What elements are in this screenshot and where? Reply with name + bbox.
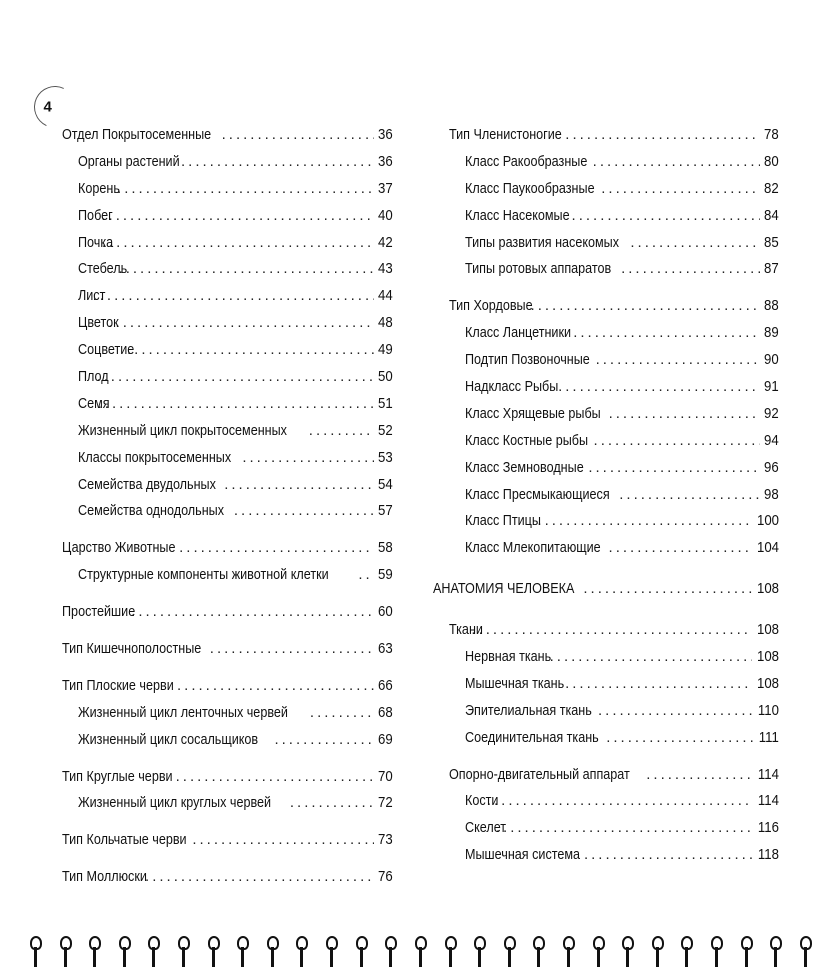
toc-entry-title: Тип Моллюски: [62, 868, 147, 886]
toc-entry-title: Плод: [78, 368, 109, 386]
toc-entry-title: Класс Паукообразные: [465, 179, 595, 197]
toc-entry[interactable]: [62, 539, 393, 566]
toc-entry[interactable]: [449, 180, 779, 207]
toc-entry-title: Соцветие: [78, 341, 135, 359]
toc-entry[interactable]: [449, 539, 779, 566]
toc-entry-title: Класс Земноводные: [465, 458, 584, 476]
spiral-ring-icon: [178, 936, 188, 966]
dot-leader: [496, 819, 753, 836]
dot-leader: [594, 432, 761, 449]
toc-entry-page: 59: [378, 566, 393, 584]
toc-entry-page: 36: [378, 152, 393, 170]
toc-entry[interactable]: [449, 675, 779, 702]
dot-leader: [588, 459, 760, 476]
spiral-ring-icon: [208, 936, 218, 966]
dot-leader: [583, 580, 752, 597]
toc-entry[interactable]: [449, 846, 779, 873]
toc-entry-title: Кости: [465, 792, 499, 810]
toc-left-column: [62, 126, 393, 895]
dot-leader: [192, 831, 374, 848]
toc-entry-title: Классы покрытосеменных: [78, 448, 232, 466]
dot-leader: [598, 702, 753, 719]
toc-entry-page: 36: [378, 126, 393, 143]
dot-leader: [98, 395, 375, 412]
toc-entry-title: Соединительная ткань: [465, 728, 599, 746]
toc-entry-page: 53: [378, 448, 393, 466]
dot-leader: [573, 324, 760, 341]
toc-entry-page: 73: [378, 831, 393, 849]
spiral-ring-icon: [326, 936, 336, 966]
toc-entry-title: Класс Млекопитающие: [465, 539, 601, 557]
toc-entry[interactable]: [62, 640, 393, 667]
dot-leader: [101, 207, 374, 224]
toc-entry[interactable]: [62, 449, 393, 476]
toc-entry-page: 58: [378, 539, 393, 557]
spiral-ring-icon: [770, 936, 780, 966]
toc-entry-page: 114: [757, 765, 779, 783]
dot-leader: [210, 640, 375, 657]
toc-entry[interactable]: [62, 314, 393, 341]
toc-entry[interactable]: [449, 819, 779, 846]
dot-leader: [584, 846, 753, 863]
toc-entry[interactable]: [62, 395, 393, 422]
dot-leader: [558, 378, 760, 395]
toc-entry-page: 72: [378, 794, 393, 812]
dot-leader: [609, 405, 761, 422]
toc-entry-title: Опорно-двигательный аппарат: [449, 765, 630, 783]
dot-leader: [127, 341, 374, 358]
toc-entry[interactable]: [62, 368, 393, 395]
toc-entry-title: Тип Плоские черви: [62, 676, 174, 694]
toc-entry[interactable]: [62, 476, 393, 503]
toc-entry[interactable]: [62, 287, 393, 314]
toc-entry-page: 66: [378, 676, 393, 694]
toc-entry-page: 50: [378, 368, 393, 386]
toc-entry[interactable]: [449, 234, 779, 261]
spiral-ring-icon: [119, 936, 129, 966]
spiral-ring-icon: [415, 936, 425, 966]
toc-entry-page: 89: [764, 324, 779, 342]
dot-leader: [242, 449, 374, 466]
toc-entry-page: 111: [758, 728, 779, 746]
toc-entry-title: Класс Ланцетники: [465, 324, 572, 342]
toc-entry-title: Царство Животные: [62, 539, 176, 557]
dot-leader: [131, 603, 374, 620]
toc-entry-title: Жизненный цикл сосальщиков: [78, 730, 259, 748]
toc-entry-page: 42: [378, 233, 393, 251]
toc-entry-page: 108: [756, 674, 779, 692]
toc-entry[interactable]: [449, 324, 779, 351]
dot-leader: [487, 792, 753, 809]
page-number: 4: [43, 98, 52, 116]
dot-leader: [309, 422, 375, 439]
dot-leader: [531, 297, 761, 314]
dot-leader: [601, 180, 760, 197]
toc-entry[interactable]: [62, 234, 393, 261]
toc-entry-page: 68: [378, 703, 393, 721]
toc-entry[interactable]: [62, 422, 393, 449]
dot-leader: [537, 512, 752, 529]
toc-entry[interactable]: [62, 126, 393, 153]
toc-entry-title: Тип Хордовые: [449, 297, 533, 315]
toc-entry[interactable]: [449, 512, 779, 539]
toc-entry-page: 82: [764, 179, 779, 197]
spiral-ring-icon: [800, 936, 810, 966]
toc-entry-title: Структурные компоненты животной клетки: [78, 566, 329, 584]
toc-entry-title: Ткани: [449, 621, 483, 639]
toc-entry-page: 44: [378, 287, 393, 305]
dot-leader: [224, 476, 374, 493]
toc-entry-title: Побег: [78, 206, 113, 224]
toc-entry-title: АНАТОМИЯ ЧЕЛОВЕКА: [433, 580, 575, 598]
dot-leader: [179, 539, 374, 556]
dot-leader: [606, 729, 754, 746]
toc-entry[interactable]: [449, 378, 779, 405]
dot-leader: [234, 502, 374, 519]
spiral-ring-icon: [445, 936, 455, 966]
dot-leader: [110, 180, 374, 197]
toc-entry-title: Класс Пресмыкающиеся: [465, 485, 610, 503]
dot-leader: [565, 675, 752, 692]
toc-entry-title: Лист: [78, 287, 106, 305]
toc-entry-page: 96: [764, 458, 779, 476]
toc-entry-page: 52: [378, 421, 393, 439]
toc-entry-page: 110: [757, 701, 779, 719]
toc-entry-page: 43: [378, 260, 393, 278]
spiral-ring-icon: [148, 936, 158, 966]
toc-entry[interactable]: [449, 432, 779, 459]
toc-entry-page: 91: [764, 378, 779, 396]
spiral-ring-icon: [356, 936, 366, 966]
dot-leader: [102, 234, 374, 251]
toc-entry[interactable]: [449, 351, 779, 378]
toc-entry-title: Тип Круглые черви: [62, 767, 173, 785]
toc-entry[interactable]: [62, 566, 393, 593]
spiral-ring-icon: [563, 936, 573, 966]
spiral-binding: [30, 936, 810, 970]
toc-entry-title: Класс Хрящевые рыбы: [465, 404, 601, 422]
toc-entry[interactable]: [449, 486, 779, 513]
dot-leader: [646, 766, 753, 783]
toc-entry-title: Класс Птицы: [465, 512, 541, 530]
toc-entry[interactable]: [449, 126, 779, 153]
spiral-ring-icon: [533, 936, 543, 966]
toc-entry[interactable]: [62, 180, 393, 207]
dot-leader: [593, 153, 761, 170]
toc-entry-title: Класс Костные рыбы: [465, 431, 589, 449]
toc-entry[interactable]: [449, 153, 779, 180]
spiral-ring-icon: [89, 936, 99, 966]
toc-entry-page: 98: [764, 485, 779, 503]
toc-entry-page: 76: [378, 868, 393, 886]
toc-entry-title: Класс Насекомые: [465, 206, 570, 224]
toc-entry-page: 88: [764, 297, 779, 315]
toc-entry[interactable]: [449, 405, 779, 432]
toc-entry-page: 94: [764, 431, 779, 449]
toc-entry-title: Стебель: [78, 260, 128, 278]
toc-entry-title: Надкласс Рыбы: [465, 378, 559, 396]
toc-entry[interactable]: [62, 677, 393, 704]
toc-entry-page: 54: [378, 475, 393, 493]
toc-entry-page: 108: [756, 621, 779, 639]
toc-entry-page: 49: [378, 341, 393, 359]
toc-entry-page: 57: [378, 502, 393, 520]
toc-entry-title: Мышечная система: [465, 846, 581, 864]
toc-entry-title: Органы растений: [78, 152, 180, 170]
dot-leader: [471, 621, 752, 638]
toc-entry-page: 37: [378, 179, 393, 197]
toc-entry[interactable]: [62, 868, 393, 895]
toc-entry[interactable]: [449, 621, 779, 648]
dot-leader: [176, 768, 375, 785]
toc-entry-page: 70: [378, 767, 393, 785]
toc-entry-page: 92: [764, 404, 779, 422]
toc-entry-page: 48: [378, 314, 393, 332]
toc-entry-title: Почка: [78, 233, 114, 251]
toc-entry[interactable]: [449, 648, 779, 675]
toc-right-column: [433, 126, 779, 873]
toc-entry[interactable]: [62, 502, 393, 529]
spiral-ring-icon: [474, 936, 484, 966]
toc-entry-title: Тип Кишечнополостные: [62, 640, 202, 658]
dot-leader: [609, 539, 752, 556]
toc-entry-page: 100: [756, 512, 779, 530]
toc-entry[interactable]: [62, 794, 393, 821]
dot-leader: [621, 260, 760, 277]
toc-entry-title: Семейства двудольных: [78, 475, 216, 493]
toc-entry[interactable]: [62, 603, 393, 630]
toc-entry-title: Эпителиальная ткань: [465, 701, 592, 719]
dot-leader: [572, 207, 761, 224]
toc-entry[interactable]: [62, 207, 393, 234]
toc-entry-title: Цветок: [78, 314, 119, 332]
spiral-ring-icon: [296, 936, 306, 966]
toc-entry-page: 51: [378, 394, 393, 412]
toc-entry-title: Класс Ракообразные: [465, 152, 588, 170]
toc-entry-page: 104: [756, 539, 779, 557]
toc-entry-page: 69: [378, 730, 393, 748]
toc-entry-title: Тип Членистоногие: [449, 126, 562, 143]
toc-entry-page: 114: [757, 792, 779, 810]
toc-entry-title: Подтип Позвоночные: [465, 351, 590, 369]
dot-leader: [358, 566, 374, 583]
toc-entry-title: Тип Кольчатые черви: [62, 831, 187, 849]
toc-entry[interactable]: [62, 731, 393, 758]
toc-entry-page: 78: [764, 126, 779, 143]
toc-entry-title: Скелет: [465, 819, 507, 837]
toc-entry-page: 40: [378, 206, 393, 224]
dot-leader: [177, 677, 374, 694]
dot-leader: [108, 314, 374, 331]
dot-leader: [565, 126, 760, 143]
toc-entry-page: 84: [764, 206, 779, 224]
toc-entry[interactable]: [449, 207, 779, 234]
toc-entry-page: 90: [764, 351, 779, 369]
spiral-ring-icon: [681, 936, 691, 966]
toc-entry-title: Семя: [78, 394, 110, 412]
toc-entry-page: 63: [378, 640, 393, 658]
spiral-ring-icon: [593, 936, 603, 966]
toc-entry-page: 87: [764, 260, 779, 278]
spiral-ring-icon: [267, 936, 277, 966]
toc-entry-title: Нервная ткань: [465, 648, 552, 666]
dot-leader: [274, 731, 374, 748]
toc-entry-page: 80: [764, 152, 779, 170]
toc-entry[interactable]: [449, 766, 779, 793]
toc-entry[interactable]: [449, 702, 779, 729]
toc-entry-page: 116: [757, 819, 779, 837]
dot-leader: [596, 351, 761, 368]
spiral-ring-icon: [385, 936, 395, 966]
toc-entry-title: Простейшие: [62, 603, 136, 621]
dot-leader: [181, 153, 374, 170]
spiral-ring-icon: [30, 936, 40, 966]
toc-entry[interactable]: [62, 768, 393, 795]
spiral-ring-icon: [652, 936, 662, 966]
dot-leader: [93, 287, 375, 304]
spiral-ring-icon: [622, 936, 632, 966]
spiral-ring-icon: [504, 936, 514, 966]
toc-entry-page: 108: [756, 648, 779, 666]
toc-entry-title: Мышечная ткань: [465, 674, 565, 692]
toc-entry-title: Жизненный цикл ленточных червей: [78, 703, 288, 721]
toc-entry[interactable]: [449, 792, 779, 819]
toc-entry-title: Жизненный цикл круглых червей: [78, 794, 272, 812]
toc-entry[interactable]: [62, 260, 393, 287]
toc-entry-title: Жизненный цикл покрытосеменных: [78, 421, 287, 439]
toc-entry-title: Типы развития насекомых: [465, 233, 620, 251]
toc-entry[interactable]: [433, 580, 779, 607]
toc-entry-title: Отдел Покрытосеменные: [62, 126, 212, 143]
dot-leader: [145, 868, 374, 885]
toc-entry-title: Корень: [78, 179, 120, 197]
toc-entry-title: Семейства однодольных: [78, 502, 225, 520]
toc-entry[interactable]: [62, 704, 393, 731]
toc-entry[interactable]: [449, 459, 779, 486]
toc-entry-page: 108: [756, 580, 779, 598]
dot-leader: [619, 486, 760, 503]
toc-entry[interactable]: [449, 729, 779, 756]
toc-entry[interactable]: [62, 341, 393, 368]
toc-entry[interactable]: [449, 260, 779, 287]
dot-leader: [310, 704, 374, 721]
dot-leader: [119, 260, 375, 277]
toc-entry-title: Типы ротовых аппаратов: [465, 260, 612, 278]
dot-leader: [96, 368, 374, 385]
toc-entry-page: 85: [764, 233, 779, 251]
dot-leader: [222, 126, 375, 143]
toc-entry-page: 118: [757, 846, 779, 864]
toc-entry[interactable]: [62, 831, 393, 858]
toc-entry-page: 60: [378, 603, 393, 621]
spiral-ring-icon: [60, 936, 70, 966]
dot-leader: [290, 794, 374, 811]
dot-leader: [550, 648, 752, 665]
spiral-ring-icon: [711, 936, 721, 966]
toc-entry[interactable]: [62, 153, 393, 180]
dot-leader: [630, 234, 760, 251]
toc-entry[interactable]: [449, 297, 779, 324]
spiral-ring-icon: [741, 936, 751, 966]
spiral-ring-icon: [237, 936, 247, 966]
